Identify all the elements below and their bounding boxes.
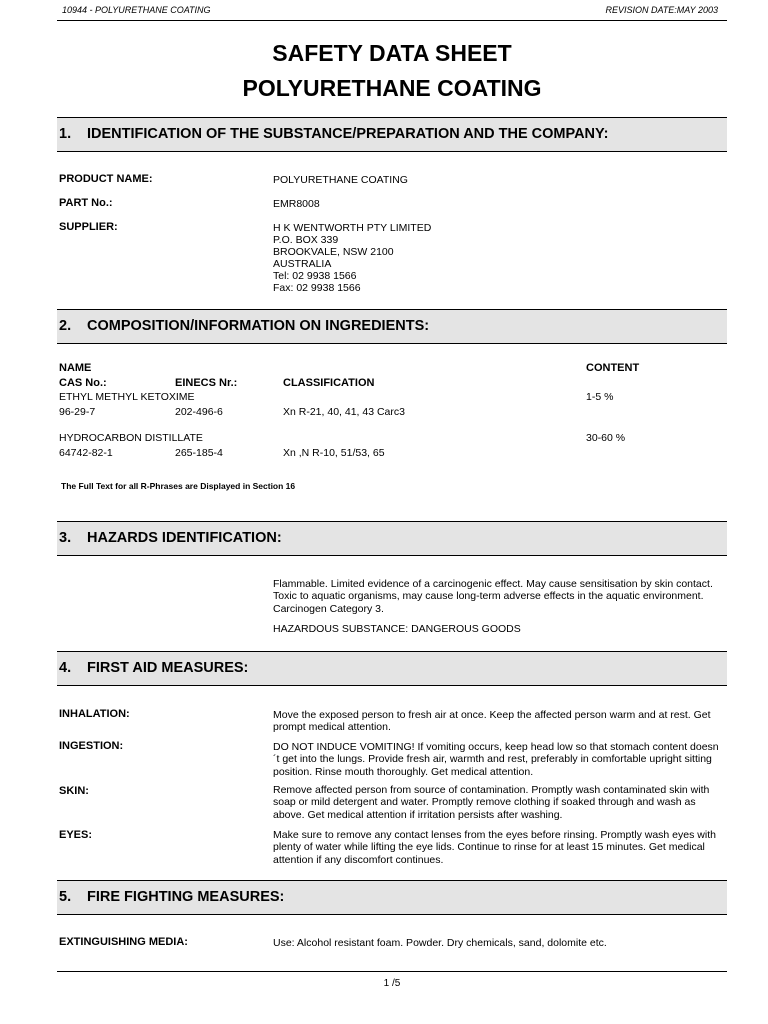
section-3-title: HAZARDS IDENTIFICATION: — [87, 530, 282, 546]
ingestion-text: DO NOT INDUCE VOMITING! If vomiting occurs, keep head low so that stomach content doesn´t get into the lungs. Provide fresh air, warmth and rest, preferably in comfortable upright sitting position. Rinse mouth thoroughly. Get medical attention. — [273, 741, 719, 778]
supplier-line: BROOKVALE, NSW 2100 — [273, 246, 394, 258]
ingredient-cas: 64742-82-1 — [59, 447, 113, 459]
section-2-header — [57, 309, 727, 344]
supplier-line: Fax: 02 9938 1566 — [273, 282, 361, 294]
column-header-classification: CLASSIFICATION — [283, 377, 375, 389]
column-header-einecs: EINECS Nr.: — [175, 377, 238, 389]
ingredient-cas: 96-29-7 — [59, 406, 96, 418]
part-no-value: EMR8008 — [273, 198, 320, 210]
section-5-title: FIRE FIGHTING MEASURES: — [87, 889, 285, 905]
page-number: 1 /5 — [383, 978, 401, 989]
section-4-title: FIRST AID MEASURES: — [87, 660, 249, 676]
section-5-number: 5. — [59, 889, 72, 905]
header-rule — [57, 20, 727, 21]
section-2-title: COMPOSITION/INFORMATION ON INGREDIENTS: — [87, 318, 430, 334]
ingredient-einecs: 202-496-6 — [175, 406, 223, 418]
ingredient-content: 1-5 % — [586, 391, 614, 403]
supplier-line: P.O. BOX 339 — [273, 234, 339, 246]
column-header-content: CONTENT — [586, 362, 640, 374]
footer-rule — [57, 971, 727, 972]
product-name-value: POLYURETHANE COATING — [273, 174, 408, 186]
header-doc-ref: 10944 - POLYURETHANE COATING — [62, 5, 211, 15]
supplier-line: AUSTRALIA — [273, 258, 332, 270]
section-4-number: 4. — [59, 660, 72, 676]
supplier-line: H K WENTWORTH PTY LIMITED — [273, 222, 432, 234]
ingredient-content: 30-60 % — [586, 432, 626, 444]
page-title: SAFETY DATA SHEET — [272, 40, 512, 66]
section-1-title: IDENTIFICATION OF THE SUBSTANCE/PREPARATION AND THE COMPANY: — [87, 126, 609, 142]
skin-label: SKIN: — [59, 785, 89, 797]
section-2-number: 2. — [59, 318, 72, 334]
section-1-header — [57, 117, 727, 152]
ingredient-classification: Xn ,N R-10, 51/53, 65 — [283, 447, 385, 459]
supplier-address — [273, 222, 431, 294]
extinguishing-media-text: Use: Alcohol resistant foam. Powder. Dry chemicals, sand, dolomite etc. — [273, 937, 607, 949]
product-name-label: PRODUCT NAME: — [59, 173, 153, 185]
header-revision-date: REVISION DATE:MAY 2003 — [605, 5, 718, 15]
ingredient-einecs: 265-185-4 — [175, 447, 223, 459]
page-subtitle: POLYURETHANE COATING — [242, 75, 542, 101]
ingestion-label: INGESTION: — [59, 740, 124, 752]
section-4-header — [57, 651, 727, 686]
eyes-text: Make sure to remove any contact lenses from the eyes before rinsing. Promptly wash eyes with plenty of water while lifting the eye lids. Continue to rinse for at least 15 minutes. Get medical attention if any discomfort continues. — [273, 829, 716, 866]
hazards-text: Flammable. Limited evidence of a carcinogenic effect. May cause sensitisation by skin contact. Toxic to aquatic organisms, may cause long-term adverse effects in the aquatic environment. Carcinogen Category 3. — [273, 578, 713, 615]
column-header-name: NAME — [59, 362, 92, 374]
skin-text: Remove affected person from source of contamination. Promptly wash contaminated skin with soap or mild detergent and water. Promptly remove clothing if soaked through and wash as above. Get medical attention if irritation persists after washing. — [273, 784, 710, 821]
extinguishing-media-label: EXTINGUISHING MEDIA: — [59, 936, 188, 948]
ingredient-classification: Xn R-21, 40, 41, 43 Carc3 — [283, 406, 405, 418]
r-phrases-note: The Full Text for all R-Phrases are Displayed in Section 16 — [61, 481, 296, 491]
section-3-header — [57, 521, 727, 556]
supplier-line: Tel: 02 9938 1566 — [273, 270, 357, 282]
section-1-number: 1. — [59, 126, 72, 142]
ingredient-name: ETHYL METHYL KETOXIME — [59, 391, 195, 403]
ingredient-name: HYDROCARBON DISTILLATE — [59, 432, 203, 444]
section-3-number: 3. — [59, 530, 72, 546]
section-5-header — [57, 880, 727, 915]
hazardous-substance-status: HAZARDOUS SUBSTANCE: DANGEROUS GOODS — [273, 623, 521, 635]
inhalation-label: INHALATION: — [59, 708, 130, 720]
part-no-label: PART No.: — [59, 197, 113, 209]
column-header-cas: CAS No.: — [59, 377, 107, 389]
eyes-label: EYES: — [59, 829, 93, 841]
supplier-label: SUPPLIER: — [59, 221, 118, 233]
inhalation-text: Move the exposed person to fresh air at once. Keep the affected person warm and at rest. Get prompt medical attention. — [273, 709, 711, 734]
